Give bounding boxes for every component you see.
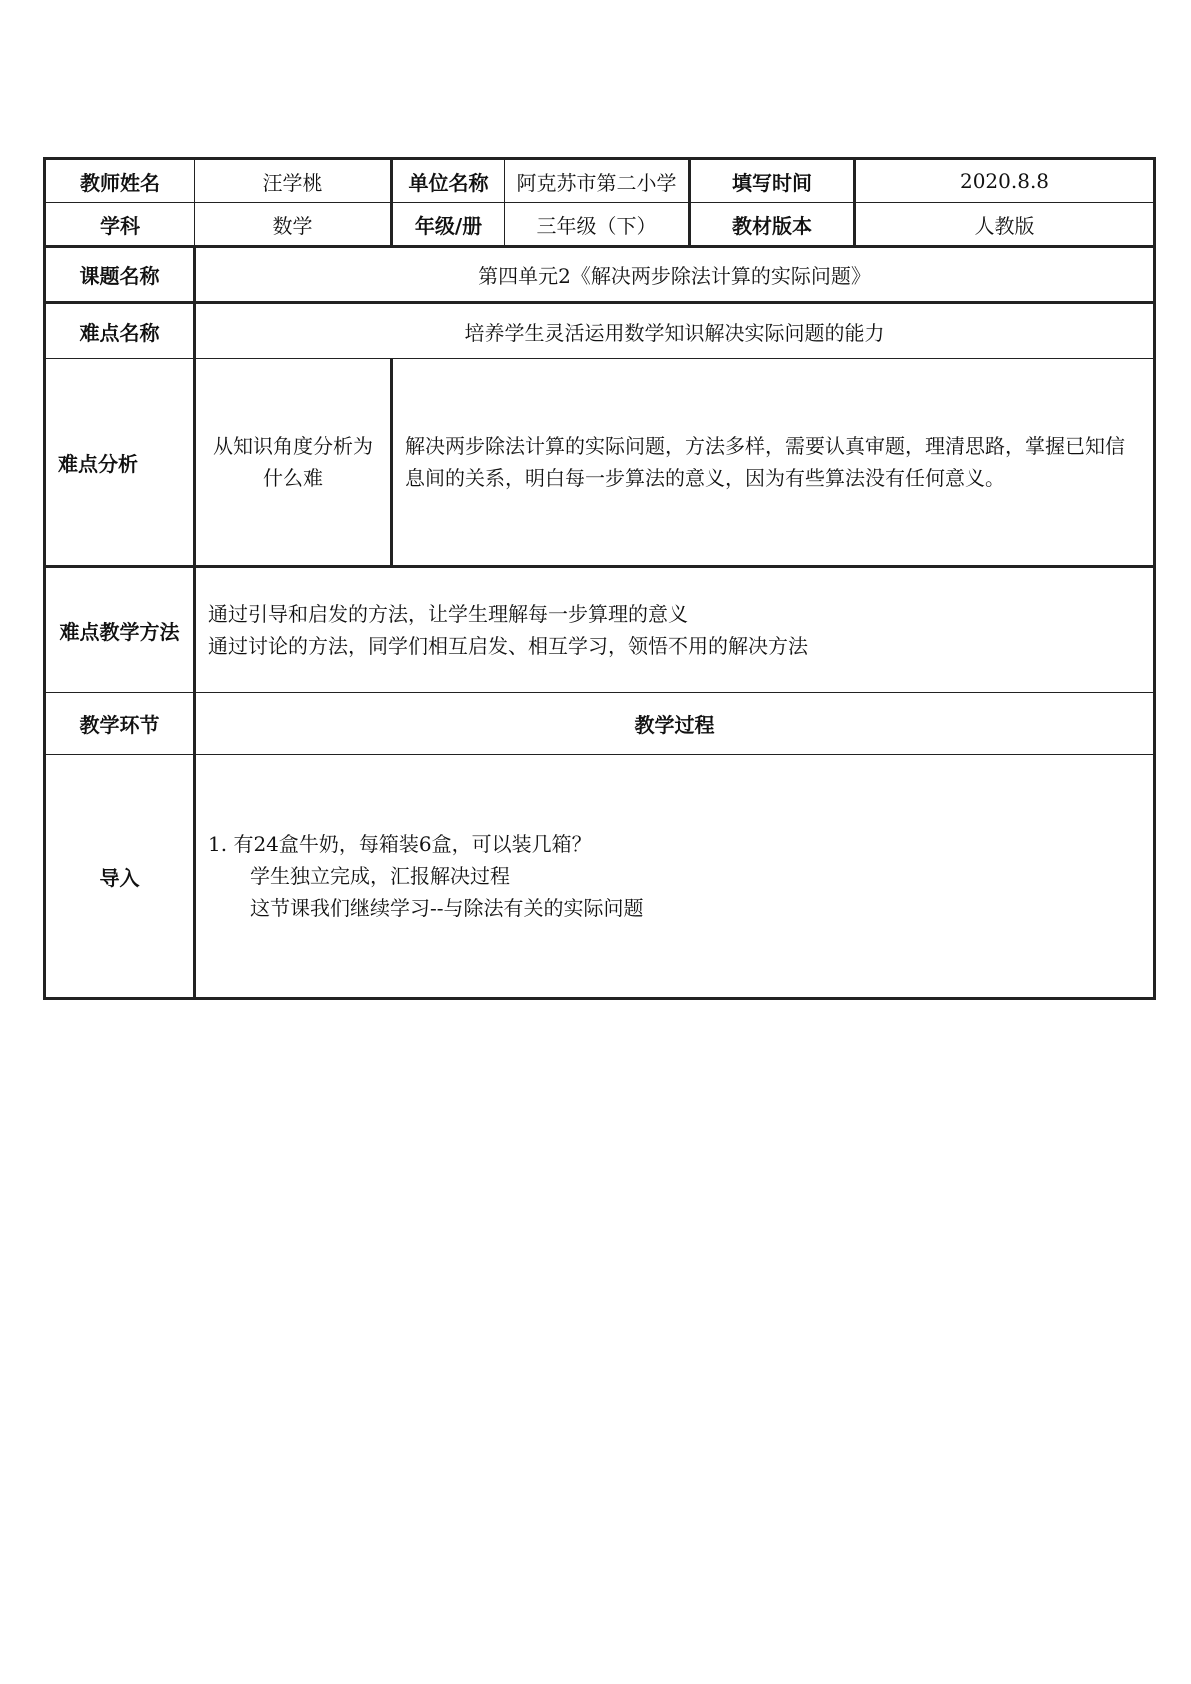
intro-line-3: 这节课我们继续学习--与除法有关的实际问题 [250, 896, 644, 920]
topic-label: 课题名称 [45, 247, 195, 303]
difficulty-row [45, 303, 1155, 359]
analysis-text: 解决两步除法计算的实际问题，方法多样，需要认真审题，理清思路，掌握已知信息间的关系，明白每一步算法的意义，因为有些算法没有任何意义。 [392, 359, 1155, 567]
grade-label: 年级/册 [392, 203, 505, 247]
method-text [195, 567, 1155, 693]
lesson-plan-table [43, 157, 1156, 1000]
info-row-1 [45, 159, 1155, 203]
analysis-row [45, 359, 1155, 567]
unit-name-value: 阿克苏市第二小学 [505, 159, 690, 203]
teacher-name-label: 教师姓名 [45, 159, 195, 203]
process-header-label: 教学过程 [195, 693, 1155, 755]
teacher-name-value: 汪学桃 [195, 159, 392, 203]
intro-content [195, 755, 1155, 999]
fill-date-value: 2020.8.8 [855, 159, 1155, 203]
difficulty-value: 培养学生灵活运用数学知识解决实际问题的能力 [195, 303, 1155, 359]
fill-date-label: 填写时间 [690, 159, 855, 203]
intro-row [45, 755, 1155, 999]
analysis-label: 难点分析 [45, 359, 195, 567]
edition-value: 人教版 [855, 203, 1155, 247]
subject-label: 学科 [45, 203, 195, 247]
intro-label: 导入 [45, 755, 195, 999]
process-header-row [45, 693, 1155, 755]
stage-header-label: 教学环节 [45, 693, 195, 755]
info-row-2 [45, 203, 1155, 247]
unit-name-label: 单位名称 [392, 159, 505, 203]
subject-value: 数学 [195, 203, 392, 247]
method-line-2: 通过讨论的方法，同学们相互启发、相互学习，领悟不用的解决方法 [208, 634, 808, 658]
topic-row [45, 247, 1155, 303]
intro-line-2: 学生独立完成，汇报解决过程 [250, 864, 510, 888]
edition-label: 教材版本 [690, 203, 855, 247]
topic-value: 第四单元2《解决两步除法计算的实际问题》 [195, 247, 1155, 303]
method-label: 难点教学方法 [45, 567, 195, 693]
difficulty-label: 难点名称 [45, 303, 195, 359]
grade-value: 三年级（下） [505, 203, 690, 247]
method-row [45, 567, 1155, 693]
analysis-sub-label: 从知识角度分析为什么难 [195, 359, 392, 567]
method-line-1: 通过引导和启发的方法，让学生理解每一步算理的意义 [208, 602, 688, 626]
intro-question: 1. 有24盒牛奶，每箱装6盒，可以装几箱？ [208, 832, 592, 856]
